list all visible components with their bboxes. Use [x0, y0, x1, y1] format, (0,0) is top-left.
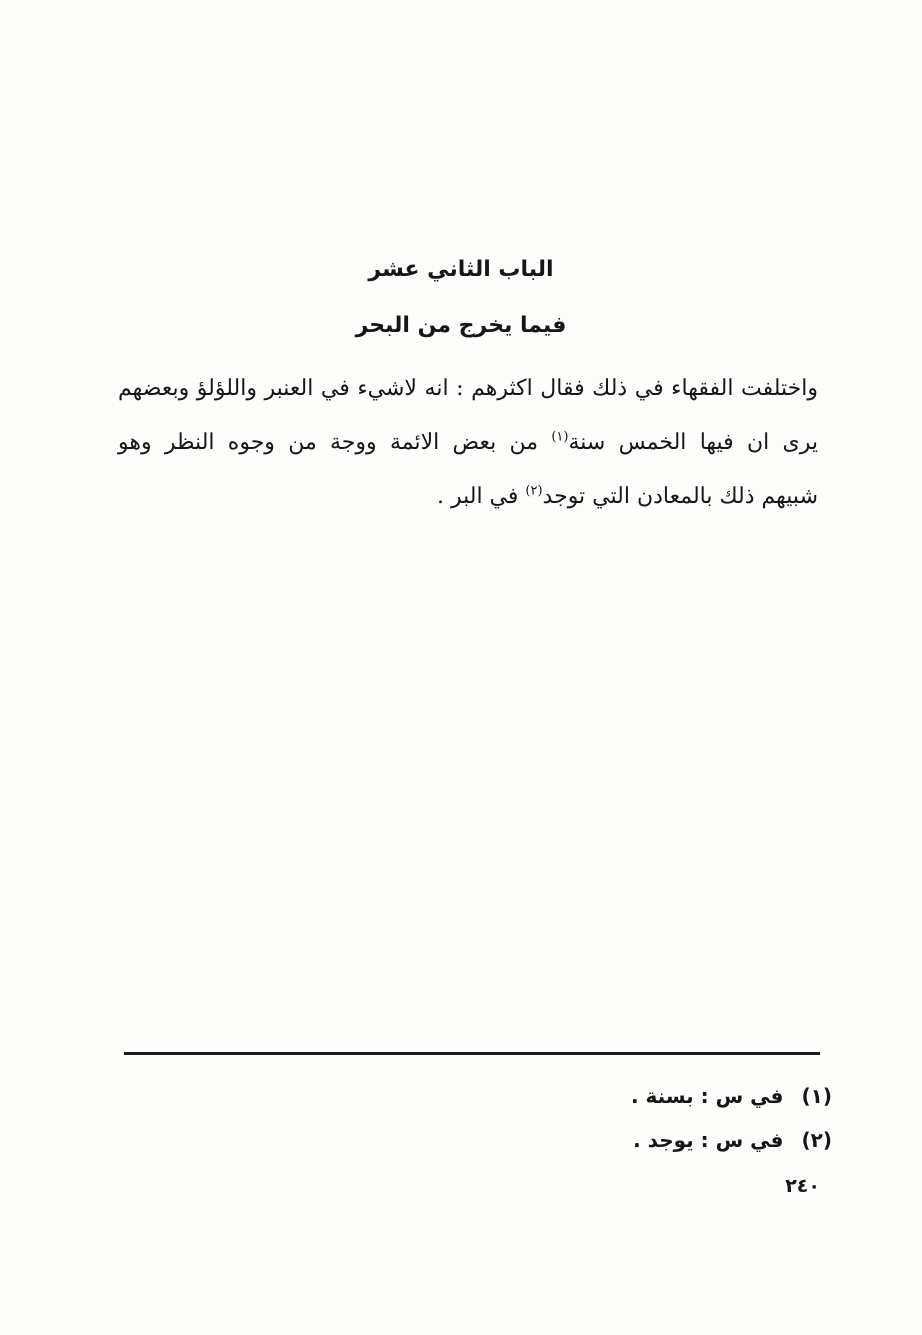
footnote-text: في س : بسنة .: [630, 1084, 784, 1108]
body-line-3-end: في البر .: [436, 484, 526, 509]
body-line-1: واختلفت الفقهاء في ذلك فقال اكثرهم : انه لاشيء في العنبر واللؤلؤ وبعضهم: [118, 376, 818, 401]
body-line-2-end: من بعض الائمة ووجة من وجوه النظر وهو: [118, 430, 552, 455]
footnote-number: (١): [801, 1084, 832, 1108]
body-paragraph: [118, 362, 818, 524]
body-line-3: [118, 470, 818, 524]
chapter-subtitle: فيما يخرج من البحر: [355, 313, 567, 338]
footnote-ref-2: (٢): [525, 483, 543, 499]
footnotes: [631, 1074, 832, 1162]
chapter-title: الباب الثاني عشر: [368, 257, 554, 282]
footnote-text: في س : يوجد .: [633, 1128, 784, 1152]
footnote-1: [631, 1074, 832, 1118]
body-line-2: [118, 416, 818, 470]
page-number: ٢٤٠: [785, 1175, 820, 1197]
footnote-2: [631, 1118, 832, 1162]
footnote-number: (٢): [801, 1128, 832, 1152]
body-line-2-start: يرى ان فيها الخمس سنة: [568, 430, 819, 455]
footnote-ref-1: (١): [551, 429, 569, 445]
footnote-divider: [124, 1052, 820, 1055]
body-line-3-start: شبيهم ذلك بالمعادن التي توجد: [542, 484, 818, 509]
